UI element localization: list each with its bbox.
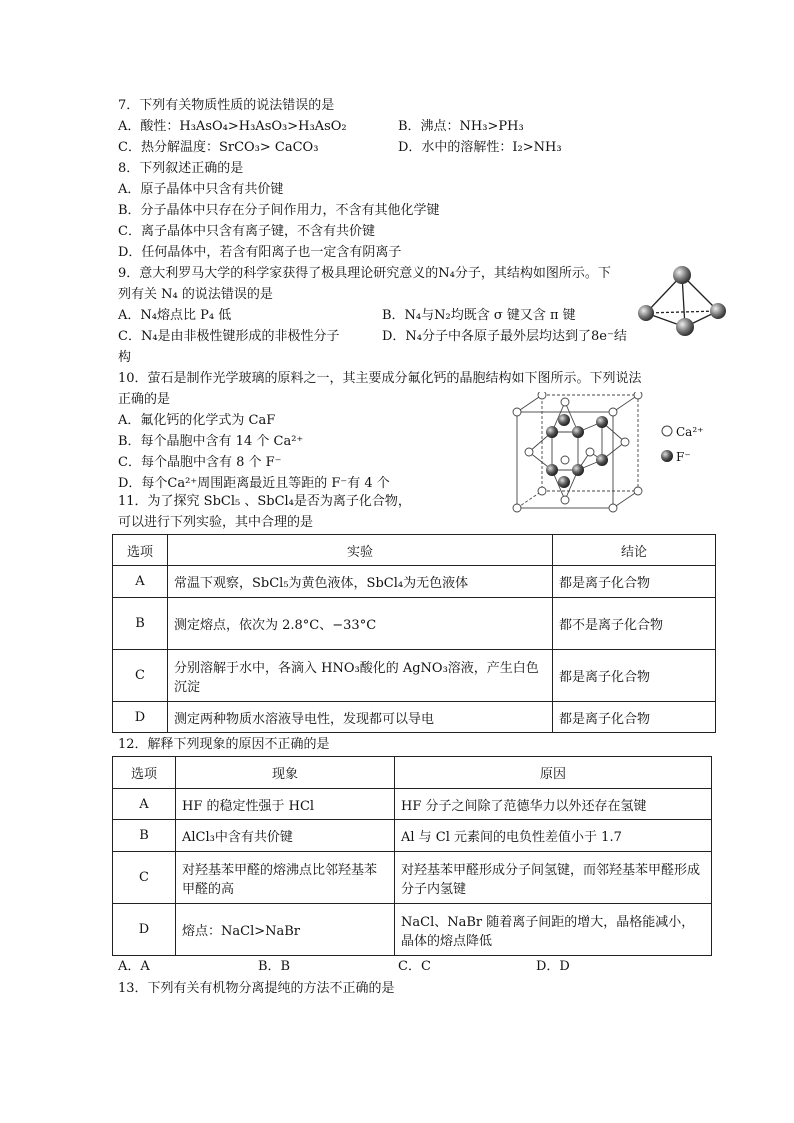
table-header: 现象	[176, 757, 395, 789]
f-ion	[596, 454, 608, 466]
table-cell: B	[113, 598, 168, 650]
table-row	[113, 650, 716, 702]
q12-table	[112, 756, 712, 956]
q13-stem: 13．下列有关有机物分离提纯的方法不正确的是	[118, 981, 395, 996]
q9-option-c: C．N₄是由非极性键形成的非极性分子	[118, 329, 340, 344]
q12-answer-b: B．B	[258, 959, 291, 974]
table-cell: 对羟基苯甲醛的熔沸点比邻羟基苯甲醛的高	[176, 852, 395, 904]
legend-ca-label: Ca²⁺	[676, 425, 704, 439]
q8-option-d: D．任何晶体中，若含有阳离子也一定含有阴离子	[118, 245, 402, 260]
table-header: 选项	[113, 757, 176, 789]
table-cell: 测定熔点，依次为 2.8°C、−33°C	[168, 598, 553, 650]
f-ion	[558, 414, 570, 426]
q10-option-a: A．氟化钙的化学式为 CaF	[118, 413, 276, 428]
ca-ion	[538, 392, 546, 399]
ca-ion	[525, 448, 533, 456]
q12-answer-c: C．C	[398, 959, 431, 974]
q10-stem-line2: 正确的是	[118, 392, 171, 407]
q10-stem-line1: 10．萤石是制作光学玻璃的原料之一，其主要成分氟化钙的晶胞结构如下图所示。下列说法	[118, 371, 642, 386]
q12-stem: 12．解释下列现象的原因不正确的是	[118, 737, 330, 752]
table-cell: Al 与 Cl 元素间的电负性差值小于 1.7	[395, 820, 712, 852]
q7-option-c: C．热分解温度：SrCO₃> CaCO₃	[118, 140, 319, 155]
n-atom	[673, 266, 691, 284]
table-row	[113, 566, 716, 598]
f-ion	[558, 476, 570, 488]
q7-stem: 7．下列有关物质性质的说法错误的是	[118, 98, 335, 113]
q11-stem-line2: 可以进行下列实验，其中合理的是	[118, 515, 314, 530]
q9-option-b: B．N₄与N₂均既含 σ 键又含 π 键	[382, 308, 576, 323]
table-cell: 都是离子化合物	[553, 566, 716, 598]
table-cell: 都是离子化合物	[553, 650, 716, 702]
table-cell: 熔点：NaCl>NaBr	[176, 904, 395, 956]
table-header: 结论	[553, 535, 716, 566]
q10-option-b: B．每个晶胞中含有 14 个 Ca²⁺	[118, 434, 304, 449]
q8-option-a: A．原子晶体中只含有共价键	[118, 182, 284, 197]
table-cell: A	[113, 566, 168, 598]
q9-option-d-cont: 构	[118, 350, 132, 365]
table-cell: AlCl₃中含有共价键	[176, 820, 395, 852]
q9-option-d: D．N₄分子中各原子最外层均达到了8e⁻结	[382, 329, 627, 344]
table-cell: D	[113, 702, 168, 733]
legend-ca-marker	[660, 424, 674, 438]
ca-ion	[586, 448, 594, 456]
legend-f-marker	[660, 449, 674, 463]
legend-f-label: F⁻	[676, 450, 691, 464]
q11-stem-line1: 11．为了探究 SbCl₅ 、SbCl₄是否为离子化合物，	[118, 494, 411, 509]
table-cell: 都不是离子化合物	[553, 598, 716, 650]
table-cell: HF 分子之间除了范德华力以外还存在氢键	[395, 789, 712, 820]
q9-stem-line2: 列有关 N₄ 的说法错误的是	[118, 287, 273, 302]
f-ion	[546, 426, 558, 438]
q8-option-c: C．离子晶体中只含有离子键，不含有共价键	[118, 224, 375, 239]
table-cell: 分别溶解于水中，各滴入 HNO₃酸化的 AgNO₃溶液，产生白色沉淀	[168, 650, 553, 702]
ca-ion	[561, 456, 569, 464]
ca-ion	[609, 408, 617, 416]
f-ion	[572, 426, 584, 438]
table-cell: C	[113, 852, 176, 904]
q12-answer-d: D．D	[536, 959, 570, 974]
table-cell: 都是离子化合物	[553, 702, 716, 733]
ca-ion	[561, 398, 569, 406]
table-row	[113, 702, 716, 733]
table-row	[113, 904, 712, 956]
n4-molecule-figure	[630, 260, 730, 340]
table-cell: 测定两种物质水溶液导电性，发现都可以导电	[168, 702, 553, 733]
q8-stem: 8．下列叙述正确的是	[118, 161, 244, 176]
caf2-unit-cell-figure	[512, 392, 662, 516]
table-row	[113, 789, 712, 820]
ca-ion	[538, 487, 546, 495]
n-atom	[676, 318, 694, 336]
table-cell: NaCl、NaBr 随着离子间距的增大，晶格能减小，晶体的熔点降低	[395, 904, 712, 956]
q7-option-b: B．沸点：NH₃>PH₃	[398, 119, 524, 134]
ca-ion	[621, 438, 629, 446]
ca-ion	[513, 408, 521, 416]
f-ion	[546, 464, 558, 476]
table-cell: C	[113, 650, 168, 702]
table-row	[113, 598, 716, 650]
n-atom	[710, 303, 726, 319]
n-atom	[638, 305, 654, 321]
table-row	[113, 820, 712, 852]
q7-option-d: D．水中的溶解性：I₂>NH₃	[398, 140, 562, 155]
f-ion	[596, 416, 608, 428]
q12-answer-a: A．A	[118, 959, 150, 974]
table-cell: 对羟基苯甲醛形成分子间氢键，而邻羟基苯甲醛形成分子内氢键	[395, 852, 712, 904]
table-cell: 常温下观察，SbCl₅为黄色液体，SbCl₄为无色液体	[168, 566, 553, 598]
table-cell: D	[113, 904, 176, 956]
ca-ion	[561, 496, 569, 504]
ca-ion	[513, 504, 521, 512]
q8-option-b: B．分子晶体中只存在分子间作用力，不含有其他化学键	[118, 203, 440, 218]
table-cell: HF 的稳定性强于 HCl	[176, 789, 395, 820]
table-row	[113, 852, 712, 904]
ca-ion	[609, 504, 617, 512]
q9-option-a: A．N₄熔点比 P₄ 低	[118, 308, 232, 323]
ca-ion	[634, 487, 642, 495]
q10-option-d: D．每个Ca²⁺周围距离最近且等距的 F⁻有 4 个	[118, 476, 390, 491]
q9-stem-line1: 9．意大利罗马大学的科学家获得了极具理论研究意义的N₄分子，其结构如图所示。下	[118, 266, 611, 281]
table-header: 实验	[168, 535, 553, 566]
q7-option-a: A．酸性：H₃AsO₄>H₃AsO₃>H₃AsO₂	[118, 119, 347, 134]
table-cell: A	[113, 789, 176, 820]
f-ion	[572, 464, 584, 476]
q10-option-c: C．每个晶胞中含有 8 个 F⁻	[118, 455, 282, 470]
ca-ion	[634, 392, 642, 399]
table-header: 选项	[113, 535, 168, 566]
table-header: 原因	[395, 757, 712, 789]
table-cell: B	[113, 820, 176, 852]
q11-table	[112, 534, 716, 733]
